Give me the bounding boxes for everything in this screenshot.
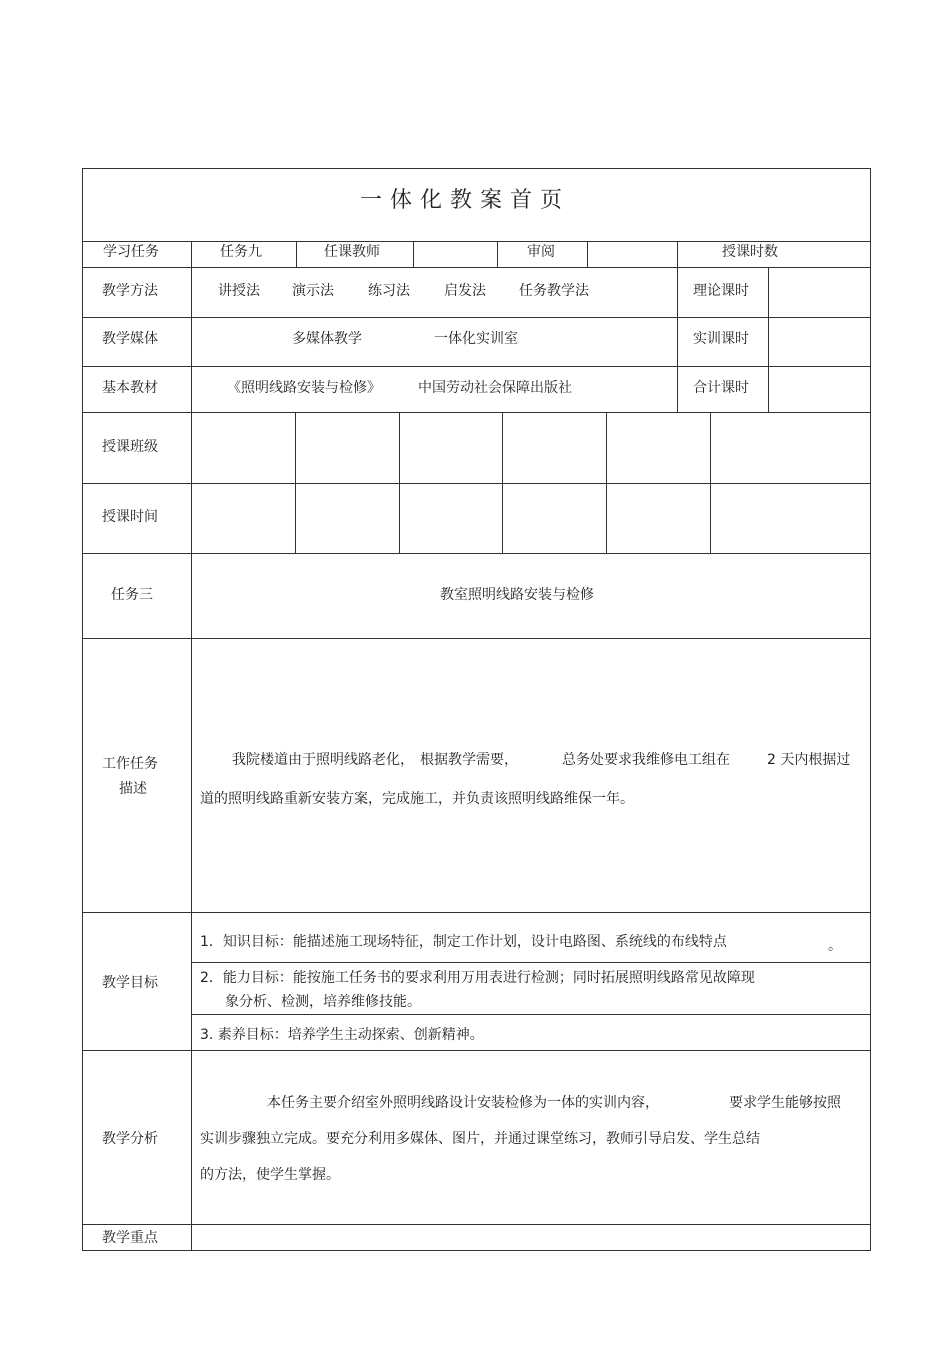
analysis-label: 教学分析 xyxy=(102,1131,158,1147)
col-divider xyxy=(677,241,678,412)
method-item: 演示法 xyxy=(292,283,334,299)
objective-item: 1．知识目标：能描述施工现场特征，制定工作计划，设计电路图、系统线的布线特点 xyxy=(200,934,727,950)
row-divider xyxy=(82,366,871,367)
col-divider xyxy=(296,241,297,267)
col-divider xyxy=(295,412,296,553)
col-divider xyxy=(413,241,414,267)
task-three-value: 教室照明线路安装与检修 xyxy=(440,587,594,603)
work-desc-text: 2 天内根据过 xyxy=(767,752,851,768)
objectives-label: 教学目标 xyxy=(102,975,158,991)
review-label: 审阅 xyxy=(527,244,555,260)
col-divider xyxy=(710,412,711,553)
textbook-label: 基本教材 xyxy=(102,380,158,396)
analysis-text: 本任务主要介绍室外照明线路设计安装检修为一体的实训内容， xyxy=(267,1095,659,1111)
row-divider xyxy=(82,241,871,242)
page-title: 一体化教案首页 xyxy=(360,188,571,213)
row-divider xyxy=(82,553,871,554)
media-item: 一体化实训室 xyxy=(434,331,518,347)
row-divider xyxy=(82,483,871,484)
col-divider xyxy=(768,267,769,412)
method-item: 练习法 xyxy=(368,283,410,299)
objective-item: 2．能力目标：能按施工任务书的要求利用万用表进行检测；同时拓展照明线路常见故障现 xyxy=(200,970,755,986)
col-divider xyxy=(399,412,400,553)
work-desc-label: 工作任务 xyxy=(102,756,158,772)
method-item: 讲授法 xyxy=(218,283,260,299)
col-divider xyxy=(606,412,607,553)
col-divider xyxy=(191,241,192,1251)
row-divider xyxy=(82,412,871,413)
hours-label: 授课时数 xyxy=(722,244,778,260)
teacher-label: 任课教师 xyxy=(324,244,380,260)
theory-hours-label: 理论课时 xyxy=(693,283,749,299)
method-item: 启发法 xyxy=(444,283,486,299)
analysis-text: 实训步骤独立完成。要充分利用多媒体、图片，并通过课堂练习，教师引导启发、学生总结 xyxy=(200,1131,760,1147)
textbook-title: 《照明线路安装与检修》 xyxy=(227,380,381,396)
work-desc-text: 我院楼道由于照明线路老化， xyxy=(232,752,414,768)
total-hours-label: 合计课时 xyxy=(693,380,749,396)
analysis-text: 要求学生能够按照 xyxy=(729,1095,841,1111)
work-desc-text: 根据教学需要， xyxy=(420,752,518,768)
key-points-label: 教学重点 xyxy=(102,1230,158,1246)
objective-item: 。 xyxy=(828,938,842,954)
media-label: 教学媒体 xyxy=(102,331,158,347)
row-divider xyxy=(191,1014,871,1015)
media-item: 多媒体教学 xyxy=(292,331,362,347)
row-divider xyxy=(191,962,871,963)
methods-label: 教学方法 xyxy=(102,283,158,299)
col-divider xyxy=(497,241,498,267)
objective-item: 象分析、检测，培养维修技能。 xyxy=(225,994,421,1010)
row-divider xyxy=(82,1050,871,1051)
work-desc-text: 总务处要求我维修电工组在 xyxy=(562,752,730,768)
row-divider xyxy=(82,912,871,913)
work-desc-text: 道的照明线路重新安装方案，完成施工，并负责该照明线路维保一年。 xyxy=(200,791,634,807)
col-divider xyxy=(502,412,503,553)
task-label: 学习任务 xyxy=(103,244,159,260)
row-divider xyxy=(82,638,871,639)
time-label: 授课时间 xyxy=(102,509,158,525)
row-divider xyxy=(82,317,871,318)
task-value: 任务九 xyxy=(220,244,262,260)
class-label: 授课班级 xyxy=(102,439,158,455)
row-divider xyxy=(82,1224,871,1225)
analysis-text: 的方法，使学生掌握。 xyxy=(200,1167,340,1183)
textbook-publisher: 中国劳动社会保障出版社 xyxy=(418,380,572,396)
work-desc-label: 描述 xyxy=(119,781,147,797)
practice-hours-label: 实训课时 xyxy=(693,331,749,347)
col-divider xyxy=(587,241,588,267)
row-divider xyxy=(82,267,871,268)
task-three-label: 任务三 xyxy=(111,587,153,603)
method-item: 任务教学法 xyxy=(519,283,589,299)
objective-item: 3. 素养目标：培养学生主动探索、创新精神。 xyxy=(200,1027,484,1043)
